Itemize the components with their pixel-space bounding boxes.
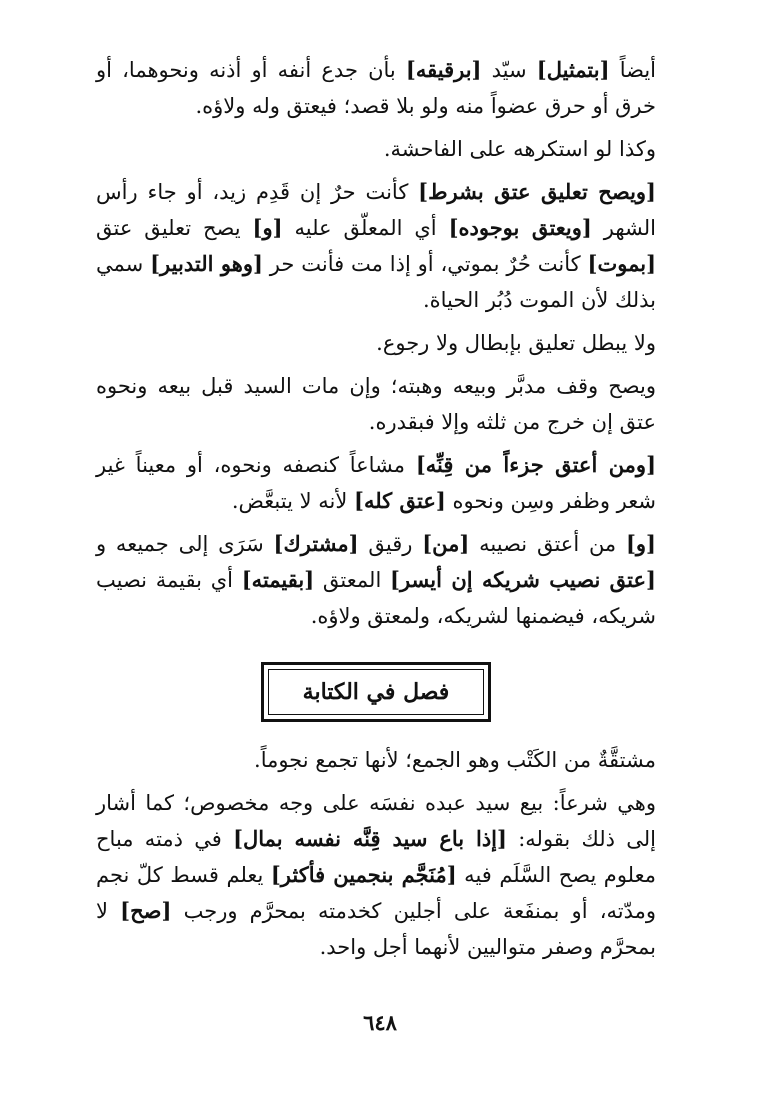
text-segment: كأنت حرٌ إن قَدِم زيد، أو جاء رأس الشهر (96, 180, 656, 240)
bold-text-segment: [و] (625, 531, 656, 556)
text-segment: أيضاً (609, 58, 656, 82)
bold-text-segment: [إذا باع سيد قِنَّه نفسه بمال] (233, 826, 507, 851)
text-segment: أي بقيمة نصيب شريكه، فيضمنها لشريكه، ولمعتق ولاؤه. (96, 568, 656, 628)
section-heading-frame (261, 662, 491, 722)
text-segment: ويصح وقف مدبَّر وبيعه وهبته؛ وإن مات السيد قبل بيعه ونحوه عتق إن خرج من ثلثه وإلا فبقدره. (96, 374, 656, 434)
paragraphs-before-heading (96, 52, 656, 634)
bold-text-segment: [عتق كله] (354, 488, 446, 513)
text-segment: بأن جدع أنفه أو أذنه ونحوهما، أو خرق أو حرق عضواً منه ولو بلا قصد؛ فيعتق وله ولاؤه. (96, 58, 656, 118)
paragraph (96, 52, 656, 124)
text-segment: سيّد (481, 58, 537, 82)
text-segment: وهي شرعاً: بيع سيد عبده نفسَه على وجه مخصوص؛ كما أشار إلى ذلك بقوله: (96, 791, 656, 851)
text-segment: يصح تعليق عتق (96, 216, 253, 240)
paragraph (96, 131, 656, 167)
bold-text-segment: [من] (422, 531, 470, 556)
paragraph (96, 742, 656, 778)
page-body (96, 52, 656, 972)
paragraph (96, 447, 656, 519)
bold-text-segment: [بتمثيل] (536, 57, 610, 82)
bold-text-segment: [عتق نصيب شريكه إن أيسر] (390, 567, 656, 592)
text-segment: مشتقَّةٌ من الكَتْب وهو الجمع؛ لأنها تجمع نجوماً. (254, 748, 656, 772)
bold-text-segment: [وهو التدبير] (150, 251, 263, 276)
paragraph (96, 174, 656, 318)
bold-text-segment: [و] (252, 215, 283, 240)
text-segment: المعتق (314, 568, 391, 592)
bold-text-segment: [بقيمته] (241, 567, 315, 592)
paragraph (96, 368, 656, 440)
paragraph (96, 785, 656, 965)
text-segment: ولا يبطل تعليق بإبطال ولا رجوع. (376, 331, 656, 355)
bold-text-segment: [مشترك] (273, 531, 359, 556)
text-segment: من أعتق نصيبه (469, 532, 626, 556)
paragraph (96, 526, 656, 634)
bold-text-segment: [صح] (120, 898, 172, 923)
bold-text-segment: [ومن أعتق جزءاً من قِنِّه] (415, 452, 657, 477)
bold-text-segment: [ويصح تعليق عتق بشرط] (418, 179, 656, 204)
text-segment: وكذا لو استكرهه على الفاحشة. (383, 137, 656, 161)
bold-text-segment: [بموت] (587, 251, 657, 276)
text-segment: في ذمته مباح معلوم يصح السَّلَم فيه (96, 827, 656, 887)
text-segment: سمي بذلك لأن الموت دُبُر الحياة. (96, 252, 656, 312)
bold-text-segment: [برقيقه] (405, 57, 482, 82)
text-segment: رقيق (358, 532, 423, 556)
bold-text-segment: [ويعتق بوجوده] (448, 215, 592, 240)
page-number: ٦٤٨ (363, 1010, 397, 1035)
text-segment: أي المعلّق عليه (282, 216, 449, 240)
section-heading: فصل في الكتابة (268, 669, 484, 715)
text-segment: سَرَى إلى جميعه و (96, 532, 274, 556)
text-segment: يعلم قسط كلّ نجم ومدّته، أو بمنفَعة على أجلين كخدمته بمحرَّم ورجب (96, 863, 656, 923)
text-segment: كأنت حُرٌ بموتي، أو إذا مت فأنت حر (262, 252, 588, 276)
text-segment: لأنه لا يتبعَّض. (231, 489, 355, 513)
paragraphs-after-heading (96, 742, 656, 965)
text-segment: لا بمحرَّم وصفر متواليين لأنهما أجل واحد. (96, 899, 656, 959)
bold-text-segment: [مُنَجَّم بنجمين فأكثر] (270, 862, 457, 887)
text-segment: مشاعاً كنصفه ونحوه، أو معيناً غير شعر وظفر وسِن ونحوه (96, 453, 656, 513)
paragraph (96, 325, 656, 361)
